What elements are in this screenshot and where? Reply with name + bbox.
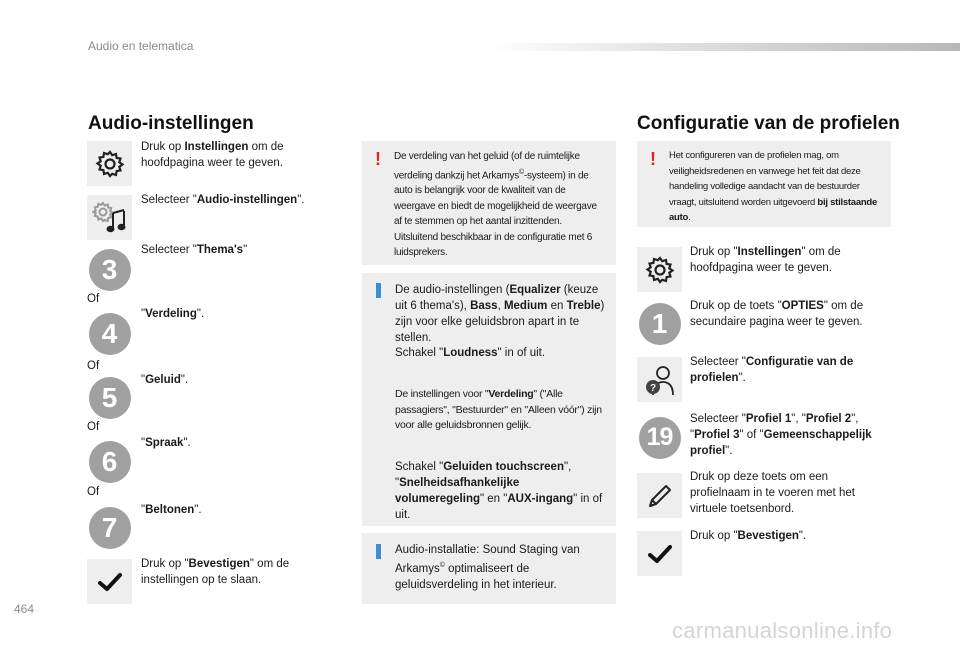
edit-pencil-icon — [637, 473, 682, 518]
confirm-check-icon — [87, 559, 132, 604]
or-label: Of — [87, 293, 100, 305]
step-text-confirm-save: Druk op "Bevestigen" om de instellingen op te slaan. — [141, 558, 290, 586]
audio-settings-gear-note-icon — [87, 195, 132, 240]
step-text-options: Druk op de toets "OPTIES" om de secundaire pagina weer te geven. — [690, 300, 864, 328]
step-text-sound: "Geluid". — [141, 374, 189, 386]
step-text-audio-settings: Selecteer "Audio-instellingen". — [141, 194, 305, 206]
or-label: Of — [87, 421, 100, 433]
step-text-open-settings: Druk op Instellingen om de hoofdpagina weer te geven. — [141, 141, 284, 169]
step-text-confirm: Druk op "Bevestigen". — [690, 530, 807, 542]
info-text-equalizer: De audio-instellingen (Equalizer (keuze uit 6 thema's), Bass, Medium en Treble) zijn voor elke geluidsbron apart in te stellen. — [395, 284, 605, 344]
section-title-audio-settings: Audio-instellingen — [88, 113, 254, 134]
step-number-badge: 4 — [87, 311, 132, 356]
or-label: Of — [87, 360, 100, 372]
settings-gear-icon — [87, 141, 132, 186]
warning-text: Het configureren van de profielen mag, om veiligheidsredenen en vanwege het feit dat deze handeling volledige aandacht van de bestuurder vraagt, uitsluitend worden uitgevoerd bij stilstaande auto. — [669, 150, 878, 223]
step-text-ringtones: "Beltonen". — [141, 504, 202, 516]
warning-panel-profiles — [637, 141, 891, 227]
info-text-distribution-settings: De instellingen voor "Verdeling" ("Alle passagiers", "Bestuurder" en "Alleen vóór") zijn voor alle geluidsbronnen gelijk. — [395, 388, 602, 431]
header-gradient-bar — [490, 43, 960, 51]
step-text-profile-config: Selecteer "Configuratie van de profielen". — [690, 356, 854, 384]
step-text-themes: Selecteer "Thema's" — [141, 244, 248, 256]
warning-exclamation-icon: ! — [375, 149, 381, 169]
running-header: Audio en telematica — [88, 39, 194, 53]
warning-exclamation-icon: ! — [650, 149, 656, 169]
settings-gear-icon — [637, 247, 682, 292]
step-text-speech: "Spraak". — [141, 437, 191, 449]
step-number-badge: 1 — [637, 301, 682, 346]
warning-panel-distribution — [362, 141, 616, 265]
step-text-open-settings: Druk op "Instellingen" om de hoofdpagina weer te geven. — [690, 246, 841, 274]
info-icon — [376, 544, 381, 559]
step-number-badge: 19 — [637, 415, 682, 460]
step-number-badge: 7 — [87, 505, 132, 550]
site-watermark: carmanualsonline.info — [672, 618, 893, 643]
svg-text:?: ? — [649, 382, 656, 394]
warning-text: De verdeling van het geluid (of de ruimtelijke verdeling dankzij het Arkamys©-systeem) in de auto is belangrijk voor de kwaliteit van de weergave en biedt de mogelijkheid de weergave af te stemmen op het aantal inzittenden. Uitsluitend beschikbaar in de configuratie met 6 luidsprekers. — [394, 151, 597, 259]
step-number-badge: 3 — [87, 247, 132, 292]
section-title-profile-config: Configuratie van de profielen — [637, 113, 900, 134]
or-label: Of — [87, 486, 100, 498]
step-number-badge: 5 — [87, 375, 132, 420]
info-panel-audio-settings — [362, 273, 616, 526]
info-text-sound-staging: Audio-installatie: Sound Staging van Arkamys© optimaliseert de geluidsverdeling in het interieur. — [395, 544, 580, 591]
step-text-distribution: "Verdeling". — [141, 308, 205, 320]
step-text-select-profile: Selecteer "Profiel 1", "Profiel 2", "Profiel 3" of "Gemeenschappelijk profiel". — [690, 413, 872, 457]
info-text-touchscreen-sounds: Schakel "Geluiden touchscreen", "Snelheidsafhankelijke volumeregeling" en "AUX-ingang" in of uit. — [395, 461, 603, 521]
info-icon — [376, 283, 381, 298]
step-number-badge: 6 — [87, 439, 132, 484]
info-text-loudness: Schakel "Loudness" in of uit. — [395, 347, 546, 359]
info-panel-sound-staging — [362, 533, 616, 604]
confirm-check-icon — [637, 531, 682, 576]
step-text-profile-name: Druk op deze toets om een profielnaam in te voeren met het virtuele toetsenbord. — [690, 471, 855, 515]
page-number: 464 — [14, 602, 35, 616]
profile-user-question-icon — [637, 357, 682, 402]
